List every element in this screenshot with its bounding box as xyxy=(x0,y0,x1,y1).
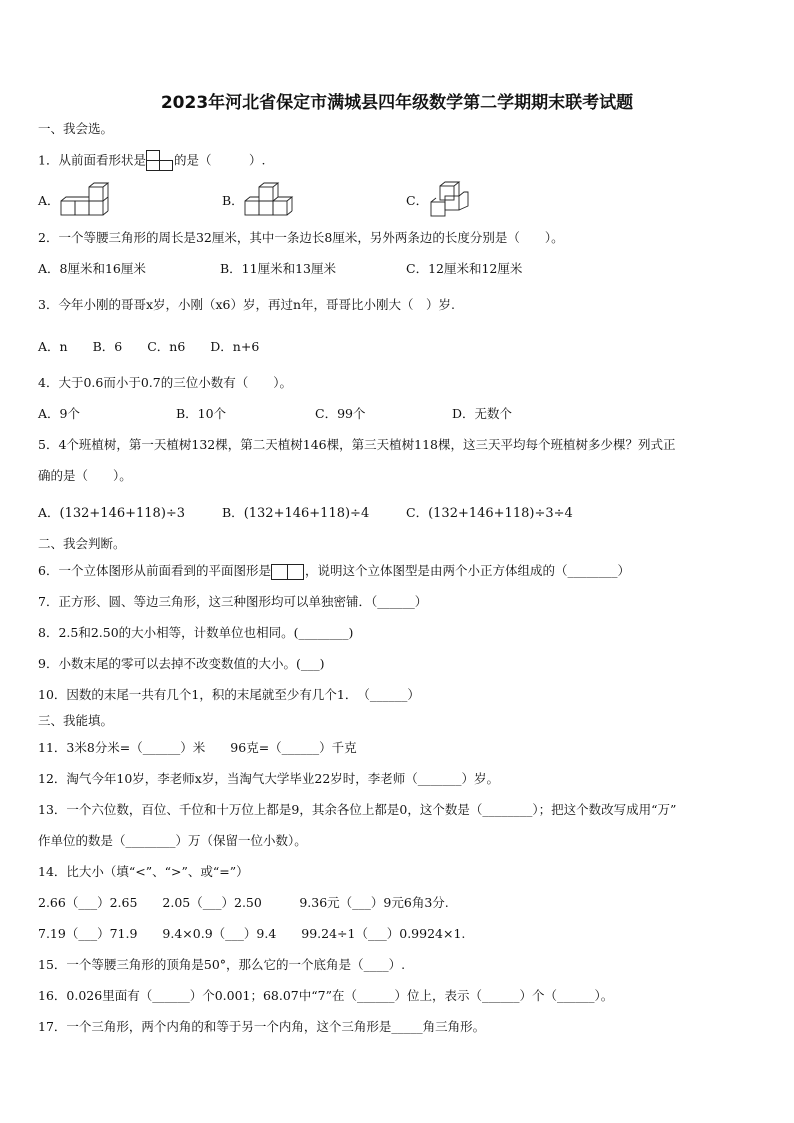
question-6-text-pre: 6．一个立体图形从前面看到的平面图形是 xyxy=(38,563,271,578)
question-13-line-1: 13．一个六位数，百位、千位和十万位上都是9，其余各位上都是0，这个数是（________）；把这个数改写成用“万” xyxy=(38,802,677,817)
question-5-line-2: 确的是（ ）。 xyxy=(38,468,132,483)
question-5-option-b xyxy=(222,505,369,522)
question-4-option-d: D．无数个 xyxy=(452,406,513,421)
question-7: 7．正方形、圆、等边三角形，这三种图形均可以单独密铺．（______） xyxy=(38,594,428,609)
question-9: 9．小数末尾的零可以去掉不改变数值的大小。(___) xyxy=(38,656,325,671)
question-1 xyxy=(38,150,265,172)
question-1-option-b-label: B． xyxy=(222,193,244,208)
formula: (132+146+118)÷3÷4 xyxy=(428,506,573,521)
option-label: B． xyxy=(222,505,244,520)
formula: (132+146+118)÷3 xyxy=(59,506,186,521)
section-heading-3: 三、我能填。 xyxy=(38,713,114,728)
front-view-three-squares-icon xyxy=(146,150,174,172)
question-15: 15．一个等腰三角形的顶角是50°，那么它的一个底角是（____）. xyxy=(38,957,406,972)
cube-stack-c-icon xyxy=(428,180,474,220)
question-16: 16．0.026里面有（______）个0.001；68.07中“7”在（______）位上，表示（______）个（______）。 xyxy=(38,988,614,1003)
question-2-option-b: B．11厘米和13厘米 xyxy=(220,261,336,276)
question-1-option-c-label: C． xyxy=(406,193,429,208)
question-5-option-c xyxy=(406,505,573,522)
question-1-text-pre: 1．从前面看形状是 xyxy=(38,152,146,168)
option-label: C． xyxy=(406,505,429,520)
question-14-row-1: 2.66（___）2.65 2.05（___）2.50 9.36元（___）9元6角3分. xyxy=(38,895,449,910)
question-2-option-a: A．8厘米和16厘米 xyxy=(38,261,146,276)
cube-stack-b-icon xyxy=(244,182,296,218)
question-12: 12．淘气今年10岁，李老师x岁，当淘气大学毕业22岁时，李老师（_______）岁。 xyxy=(38,771,500,786)
formula: (132+146+118)÷4 xyxy=(243,506,370,521)
question-13-line-2: 作单位的数是（________）万（保留一位小数）。 xyxy=(38,833,307,848)
question-4-option-b: B．10个 xyxy=(176,406,227,421)
question-4-option-c: C．99个 xyxy=(315,406,366,421)
question-2-option-c: C．12厘米和12厘米 xyxy=(406,261,523,276)
question-10: 10．因数的末尾一共有几个1，积的末尾就至少有几个1． （______） xyxy=(38,687,420,702)
question-4: 4．大于0.6而小于0.7的三位小数有（ ）。 xyxy=(38,375,292,390)
question-4-option-a: A．9个 xyxy=(38,406,80,421)
question-5-line-1: 5．4个班植树，第一天植树132棵，第二天植树146棵，第三天植树118棵，这三天平均每个班植树多少棵？列式正 xyxy=(38,437,676,452)
question-1-option-a-label: A． xyxy=(38,193,60,208)
option-label: A． xyxy=(38,505,60,520)
question-11: 11．3米8分米=（______）米 96克=（______）千克 xyxy=(38,740,357,755)
section-heading-2: 二、我会判断。 xyxy=(38,536,126,551)
question-17: 17．一个三角形，两个内角的和等于另一个内角，这个三角形是_____角三角形。 xyxy=(38,1019,486,1034)
page-title: 2023年河北省保定市满城县四年级数学第二学期期末联考试题 xyxy=(160,93,634,113)
section-heading-1: 一、我会选。 xyxy=(38,121,114,136)
question-14-row-2: 7.19（___）71.9 9.4×0.9（___）9.4 99.24÷1（___）0.9924×1. xyxy=(38,926,466,941)
question-14: 14．比大小（填“<”、“>”、或“=”） xyxy=(38,864,249,879)
question-6 xyxy=(38,563,630,580)
question-1-text-post: 的是（ ）. xyxy=(173,152,266,168)
two-squares-icon xyxy=(271,564,305,580)
question-2: 2．一个等腰三角形的周长是32厘米，其中一条边长8厘米，另外两条边的长度分别是（ ）。 xyxy=(38,230,564,245)
cube-stack-a-icon xyxy=(60,182,112,218)
question-3-options: A．n B．6 C．n6 D．n+6 xyxy=(38,339,260,354)
question-6-text-post: ，说明这个立体图型是由两个小正方体组成的（________） xyxy=(304,563,630,578)
question-5-option-a xyxy=(38,505,185,522)
question-8: 8．2.5和2.50的大小相等，计数单位也相同。(________) xyxy=(38,625,354,640)
question-3: 3．今年小刚的哥哥x岁，小刚（x6）岁，再过n年，哥哥比小刚大（ ）岁. xyxy=(38,297,456,312)
